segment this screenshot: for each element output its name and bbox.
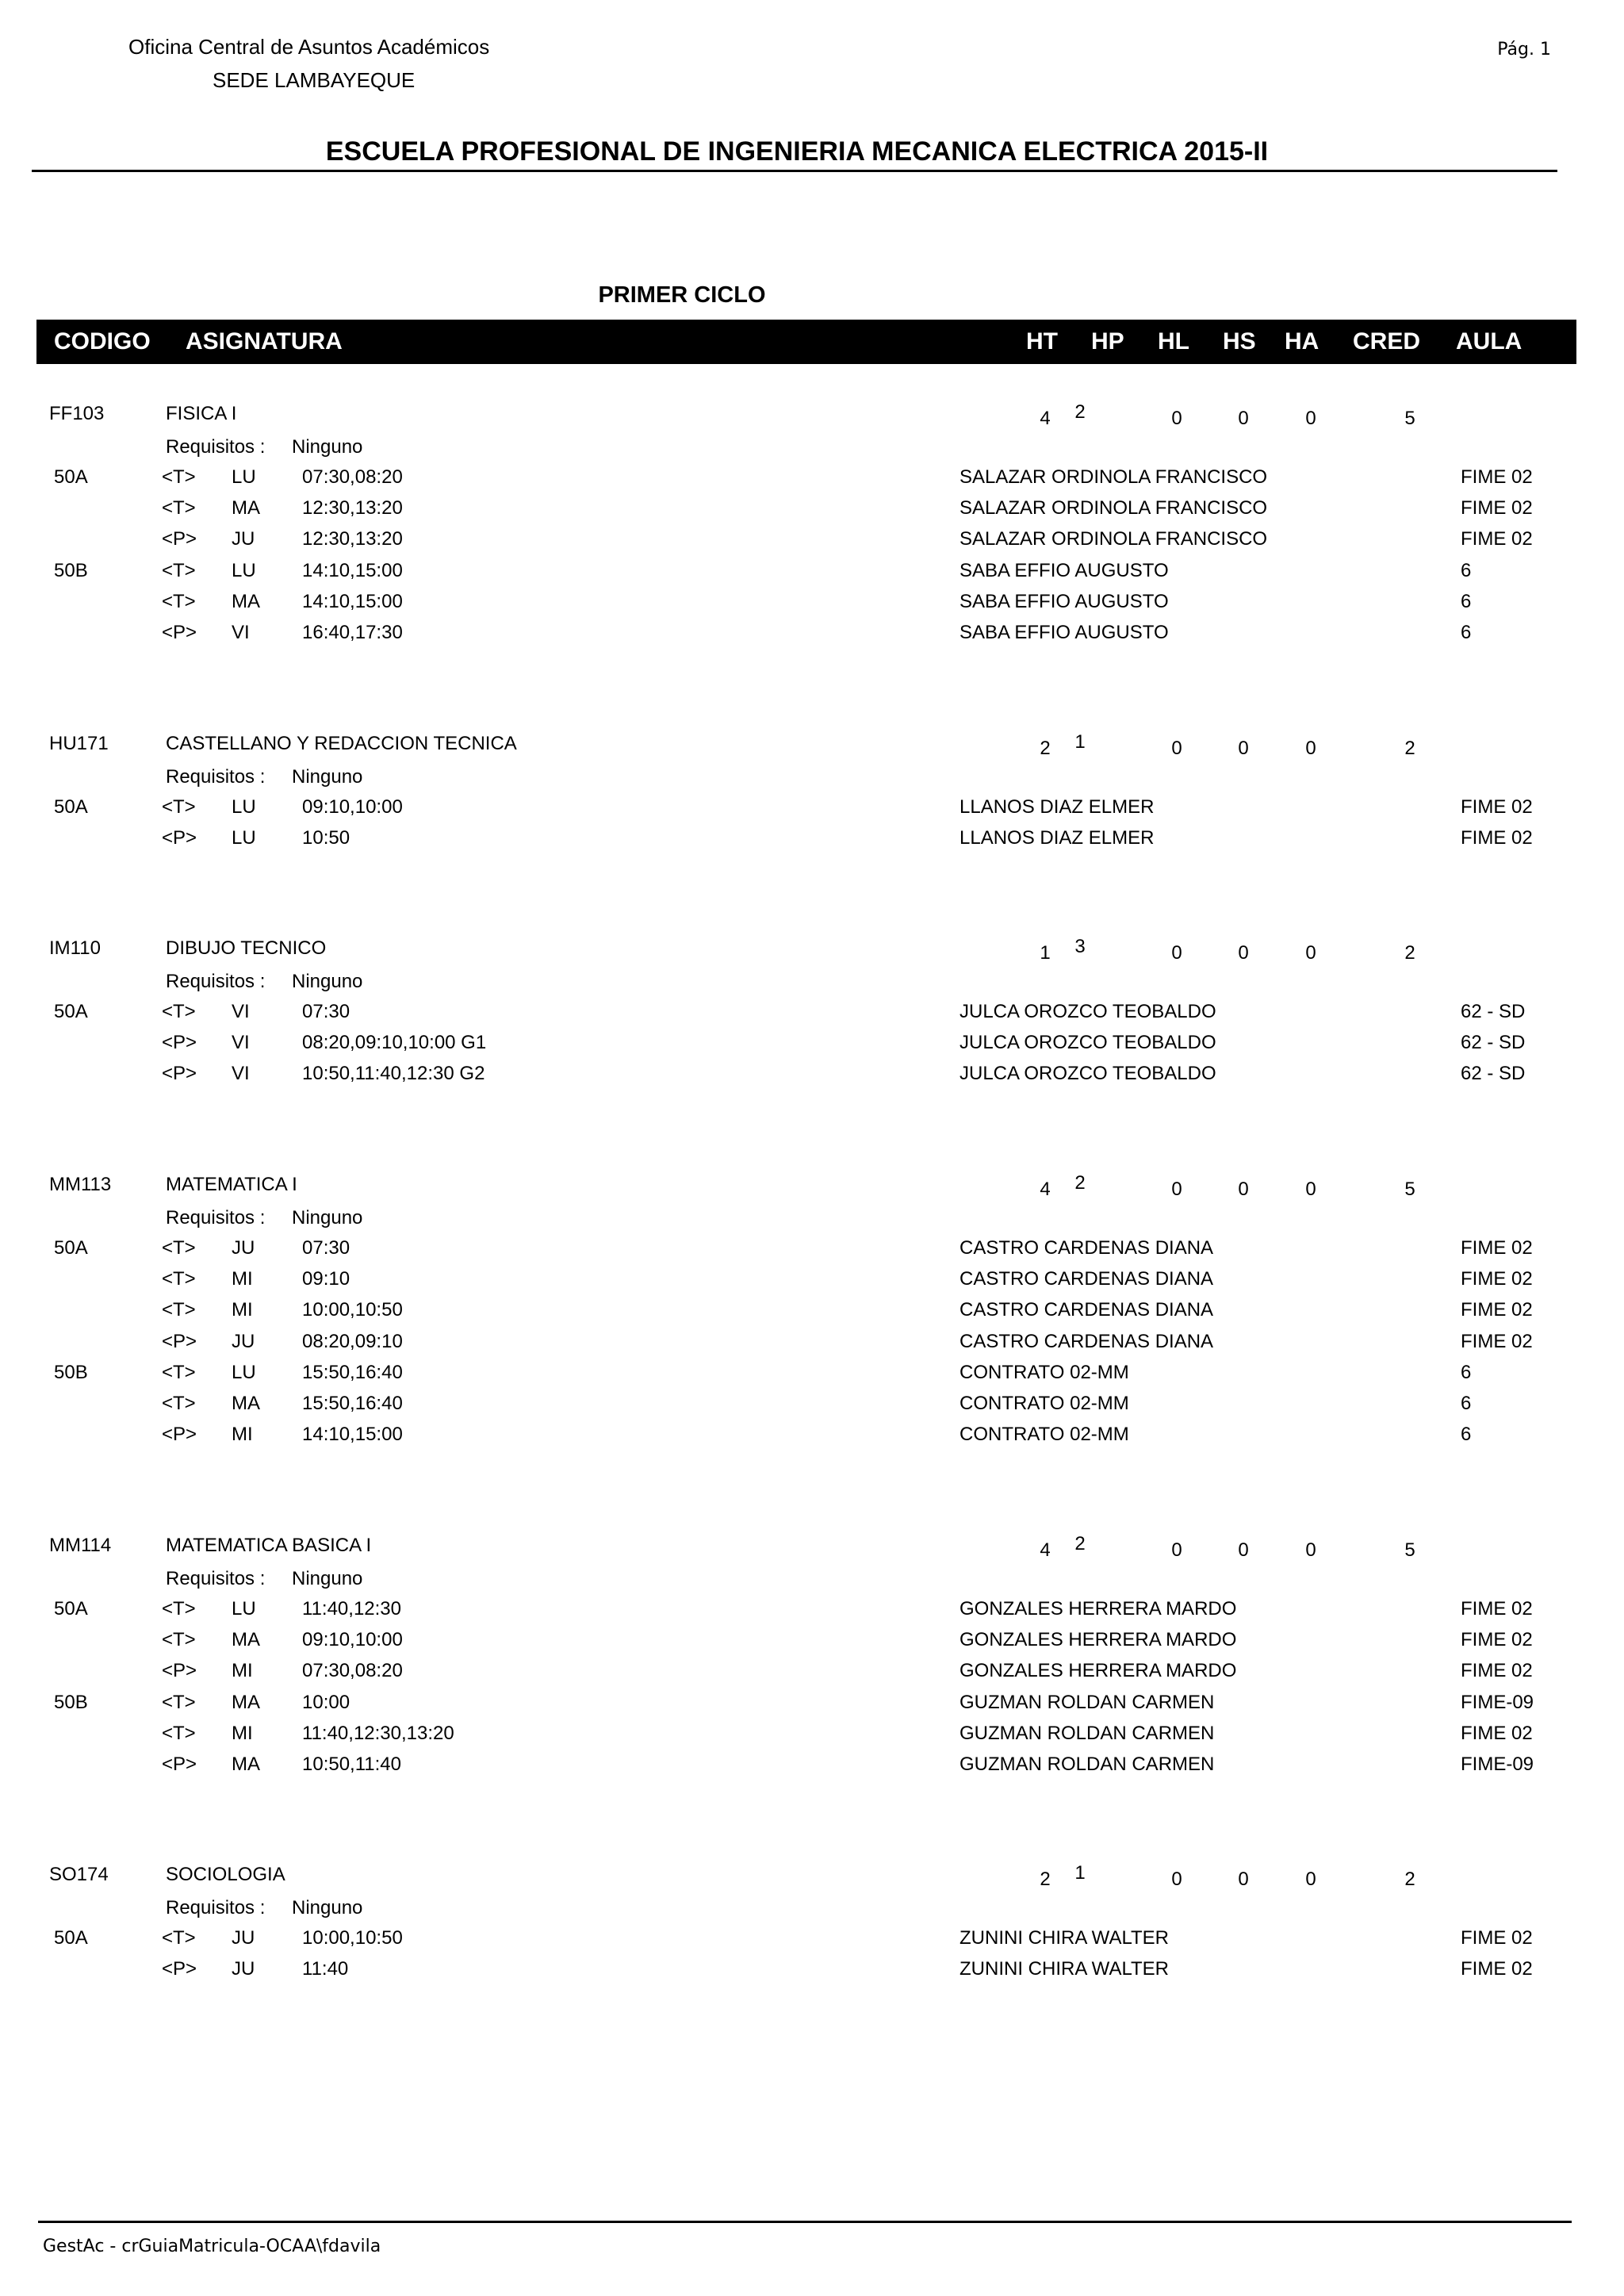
class-day: VI bbox=[232, 1063, 250, 1084]
class-day: MI bbox=[232, 1723, 253, 1744]
teacher-name: SABA EFFIO AUGUSTO bbox=[959, 622, 1169, 643]
section-code: 50A bbox=[54, 1001, 88, 1022]
course-code: IM110 bbox=[49, 937, 101, 959]
schedule-row bbox=[0, 796, 1624, 818]
class-time: 14:10,15:00 bbox=[302, 1424, 403, 1445]
class-type: <P> bbox=[162, 1958, 197, 1980]
table-header bbox=[36, 320, 1576, 364]
schedule-row bbox=[0, 1629, 1624, 1650]
schedule-row bbox=[0, 1032, 1624, 1053]
class-time: 11:40,12:30,13:20 bbox=[302, 1723, 454, 1744]
classroom: 6 bbox=[1461, 622, 1472, 643]
course-ht: 2 bbox=[1040, 1869, 1051, 1890]
class-day: MA bbox=[232, 1692, 260, 1713]
classroom: FIME 02 bbox=[1461, 1268, 1533, 1290]
classroom: FIME 02 bbox=[1461, 1299, 1533, 1320]
teacher-name: CASTRO CARDENAS DIANA bbox=[959, 1237, 1214, 1259]
course-block bbox=[0, 936, 1624, 1084]
course-ha: 0 bbox=[1305, 738, 1316, 759]
col-ht: HT bbox=[1026, 328, 1058, 355]
classroom: 6 bbox=[1461, 1424, 1472, 1445]
schedule-row bbox=[0, 528, 1624, 550]
course-hl: 0 bbox=[1171, 942, 1182, 964]
course-cred: 2 bbox=[1404, 942, 1415, 964]
title-rule bbox=[32, 170, 1557, 172]
page-number: Pág. 1 bbox=[1497, 40, 1551, 59]
class-day: LU bbox=[232, 827, 256, 849]
section-code: 50B bbox=[54, 1692, 88, 1713]
class-type: <T> bbox=[162, 591, 196, 612]
section-code: 50A bbox=[54, 1598, 88, 1619]
course-block bbox=[0, 401, 1624, 643]
class-day: JU bbox=[232, 528, 255, 550]
teacher-name: CONTRATO 02-MM bbox=[959, 1424, 1129, 1445]
schedule-row bbox=[0, 591, 1624, 612]
classroom: 6 bbox=[1461, 1393, 1472, 1414]
classroom: 6 bbox=[1461, 560, 1472, 581]
class-day: LU bbox=[232, 796, 256, 818]
course-hl: 0 bbox=[1171, 408, 1182, 429]
office-name: Oficina Central de Asuntos Académicos bbox=[128, 35, 490, 59]
requisitos-value: Ninguno bbox=[292, 1568, 363, 1589]
class-time: 12:30,13:20 bbox=[302, 528, 403, 550]
class-time: 07:30 bbox=[302, 1237, 350, 1259]
classroom: FIME 02 bbox=[1461, 497, 1533, 519]
class-type: <T> bbox=[162, 1927, 196, 1949]
requisitos-value: Ninguno bbox=[292, 1207, 363, 1228]
course-hp: 1 bbox=[1074, 1862, 1086, 1884]
class-type: <T> bbox=[162, 1362, 196, 1383]
classroom: FIME 02 bbox=[1461, 827, 1533, 849]
course-hp: 1 bbox=[1074, 731, 1086, 753]
class-type: <P> bbox=[162, 1424, 197, 1445]
schedule-row bbox=[0, 1362, 1624, 1383]
class-time: 09:10,10:00 bbox=[302, 796, 403, 818]
classroom: 62 - SD bbox=[1461, 1001, 1526, 1022]
requisitos-label: Requisitos : bbox=[166, 1897, 266, 1918]
course-ht: 4 bbox=[1040, 408, 1051, 429]
course-hs: 0 bbox=[1238, 1539, 1249, 1561]
page-title: ESCUELA PROFESIONAL DE INGENIERIA MECANICA ELECTRICA 2015-II bbox=[325, 136, 1269, 167]
course-hp: 2 bbox=[1074, 1533, 1086, 1554]
teacher-name: SALAZAR ORDINOLA FRANCISCO bbox=[959, 528, 1268, 550]
classroom: FIME 02 bbox=[1461, 1237, 1533, 1259]
col-asignatura: ASIGNATURA bbox=[186, 328, 343, 355]
class-type: <T> bbox=[162, 1268, 196, 1290]
class-time: 07:30 bbox=[302, 1001, 350, 1022]
schedule-row bbox=[0, 622, 1624, 643]
schedule-row bbox=[0, 1660, 1624, 1681]
schedule-row bbox=[0, 1299, 1624, 1320]
class-day: MI bbox=[232, 1660, 253, 1681]
teacher-name: CONTRATO 02-MM bbox=[959, 1362, 1129, 1383]
schedule-row bbox=[0, 1331, 1624, 1352]
class-type: <T> bbox=[162, 796, 196, 818]
section-code: 50A bbox=[54, 1237, 88, 1259]
course-cred: 2 bbox=[1404, 1869, 1415, 1890]
course-code: MM114 bbox=[49, 1535, 112, 1556]
classroom: 62 - SD bbox=[1461, 1063, 1526, 1084]
col-hp: HP bbox=[1091, 328, 1124, 355]
course-cred: 2 bbox=[1404, 738, 1415, 759]
class-time: 11:40,12:30 bbox=[302, 1598, 402, 1619]
teacher-name: SABA EFFIO AUGUSTO bbox=[959, 591, 1169, 612]
class-day: MA bbox=[232, 497, 260, 519]
course-cred: 5 bbox=[1404, 1179, 1415, 1200]
course-cred: 5 bbox=[1404, 1539, 1415, 1561]
teacher-name: GUZMAN ROLDAN CARMEN bbox=[959, 1754, 1215, 1775]
classroom: FIME 02 bbox=[1461, 466, 1533, 488]
class-day: MA bbox=[232, 1754, 260, 1775]
col-aula: AULA bbox=[1456, 328, 1522, 355]
schedule-row bbox=[0, 1063, 1624, 1084]
class-type: <T> bbox=[162, 560, 196, 581]
schedule-row bbox=[0, 1001, 1624, 1022]
course-ht: 4 bbox=[1040, 1539, 1051, 1561]
requisitos-value: Ninguno bbox=[292, 766, 363, 788]
requisitos-label: Requisitos : bbox=[166, 766, 266, 788]
course-name: CASTELLANO Y REDACCION TECNICA bbox=[166, 733, 517, 754]
class-day: JU bbox=[232, 1237, 255, 1259]
class-day: LU bbox=[232, 466, 256, 488]
schedule-row bbox=[0, 560, 1624, 581]
teacher-name: SALAZAR ORDINOLA FRANCISCO bbox=[959, 497, 1268, 519]
teacher-name: CASTRO CARDENAS DIANA bbox=[959, 1331, 1214, 1352]
course-block bbox=[0, 1172, 1624, 1445]
course-hs: 0 bbox=[1238, 1869, 1249, 1890]
teacher-name: GONZALES HERRERA MARDO bbox=[959, 1660, 1237, 1681]
course-hl: 0 bbox=[1171, 738, 1182, 759]
classroom: FIME 02 bbox=[1461, 1723, 1533, 1744]
course-ht: 4 bbox=[1040, 1179, 1051, 1200]
class-time: 08:20,09:10 bbox=[302, 1331, 403, 1352]
class-type: <T> bbox=[162, 1393, 196, 1414]
teacher-name: GONZALES HERRERA MARDO bbox=[959, 1629, 1237, 1650]
class-type: <T> bbox=[162, 1001, 196, 1022]
course-ha: 0 bbox=[1305, 1179, 1316, 1200]
class-time: 09:10,10:00 bbox=[302, 1629, 403, 1650]
course-name: MATEMATICA I bbox=[166, 1174, 297, 1195]
classroom: FIME 02 bbox=[1461, 1660, 1533, 1681]
course-code: FF103 bbox=[49, 403, 105, 424]
class-time: 07:30,08:20 bbox=[302, 466, 403, 488]
class-type: <T> bbox=[162, 1598, 196, 1619]
class-type: <P> bbox=[162, 1331, 197, 1352]
classroom: 6 bbox=[1461, 591, 1472, 612]
requisitos-label: Requisitos : bbox=[166, 1207, 266, 1228]
schedule-row bbox=[0, 1958, 1624, 1980]
schedule-row bbox=[0, 466, 1624, 488]
classroom: FIME-09 bbox=[1461, 1754, 1534, 1775]
class-time: 10:50,11:40,12:30 G2 bbox=[302, 1063, 485, 1084]
class-day: MA bbox=[232, 591, 260, 612]
course-ha: 0 bbox=[1305, 942, 1316, 964]
teacher-name: GONZALES HERRERA MARDO bbox=[959, 1598, 1237, 1619]
teacher-name: ZUNINI CHIRA WALTER bbox=[959, 1958, 1170, 1980]
class-time: 12:30,13:20 bbox=[302, 497, 403, 519]
class-time: 10:00,10:50 bbox=[302, 1927, 403, 1949]
course-ht: 2 bbox=[1040, 738, 1051, 759]
class-type: <T> bbox=[162, 1299, 196, 1320]
requisitos-label: Requisitos : bbox=[166, 436, 266, 458]
section-code: 50B bbox=[54, 560, 88, 581]
schedule-row bbox=[0, 1268, 1624, 1290]
section-code: 50A bbox=[54, 1927, 88, 1949]
course-ha: 0 bbox=[1305, 1539, 1316, 1561]
col-hs: HS bbox=[1223, 328, 1256, 355]
class-time: 08:20,09:10,10:00 G1 bbox=[302, 1032, 487, 1053]
classroom: FIME 02 bbox=[1461, 1598, 1533, 1619]
schedule-row bbox=[0, 1598, 1624, 1619]
teacher-name: JULCA OROZCO TEOBALDO bbox=[959, 1032, 1216, 1053]
class-type: <P> bbox=[162, 1063, 197, 1084]
class-type: <P> bbox=[162, 622, 197, 643]
course-hp: 2 bbox=[1074, 1172, 1086, 1194]
class-type: <P> bbox=[162, 1660, 197, 1681]
class-type: <P> bbox=[162, 827, 197, 849]
schedule-row bbox=[0, 827, 1624, 849]
classroom: FIME 02 bbox=[1461, 528, 1533, 550]
teacher-name: CASTRO CARDENAS DIANA bbox=[959, 1268, 1214, 1290]
class-day: LU bbox=[232, 1598, 256, 1619]
teacher-name: JULCA OROZCO TEOBALDO bbox=[959, 1063, 1216, 1084]
teacher-name: GUZMAN ROLDAN CARMEN bbox=[959, 1692, 1215, 1713]
class-time: 10:00,10:50 bbox=[302, 1299, 403, 1320]
class-time: 14:10,15:00 bbox=[302, 591, 403, 612]
teacher-name: CONTRATO 02-MM bbox=[959, 1393, 1129, 1414]
class-day: VI bbox=[232, 1032, 250, 1053]
class-day: MA bbox=[232, 1393, 260, 1414]
class-time: 09:10 bbox=[302, 1268, 350, 1290]
sede-name: SEDE LAMBAYEQUE bbox=[213, 68, 416, 92]
course-ht: 1 bbox=[1040, 942, 1051, 964]
course-block bbox=[0, 1862, 1624, 1980]
course-code: SO174 bbox=[49, 1864, 109, 1885]
course-name: FISICA I bbox=[166, 403, 237, 424]
course-hs: 0 bbox=[1238, 1179, 1249, 1200]
class-time: 07:30,08:20 bbox=[302, 1660, 403, 1681]
course-cred: 5 bbox=[1404, 408, 1415, 429]
class-day: MI bbox=[232, 1299, 253, 1320]
class-day: MI bbox=[232, 1424, 253, 1445]
class-type: <T> bbox=[162, 1237, 196, 1259]
requisitos-value: Ninguno bbox=[292, 971, 363, 992]
class-day: MI bbox=[232, 1268, 253, 1290]
class-type: <P> bbox=[162, 1032, 197, 1053]
course-hs: 0 bbox=[1238, 738, 1249, 759]
teacher-name: SABA EFFIO AUGUSTO bbox=[959, 560, 1169, 581]
classroom: FIME-09 bbox=[1461, 1692, 1534, 1713]
class-type: <T> bbox=[162, 1723, 196, 1744]
class-day: LU bbox=[232, 1362, 256, 1383]
course-hl: 0 bbox=[1171, 1179, 1182, 1200]
class-type: <T> bbox=[162, 1692, 196, 1713]
class-type: <T> bbox=[162, 497, 196, 519]
course-code: MM113 bbox=[49, 1174, 112, 1195]
class-time: 11:40 bbox=[302, 1958, 349, 1980]
class-type: <P> bbox=[162, 1754, 197, 1775]
course-name: MATEMATICA BASICA I bbox=[166, 1535, 372, 1556]
class-type: <P> bbox=[162, 528, 197, 550]
cycle-heading: PRIMER CICLO bbox=[598, 282, 766, 308]
course-hp: 3 bbox=[1074, 936, 1086, 957]
course-hp: 2 bbox=[1074, 401, 1086, 423]
class-day: MA bbox=[232, 1629, 260, 1650]
classroom: FIME 02 bbox=[1461, 796, 1533, 818]
teacher-name: SALAZAR ORDINOLA FRANCISCO bbox=[959, 466, 1268, 488]
teacher-name: JULCA OROZCO TEOBALDO bbox=[959, 1001, 1216, 1022]
col-codigo: CODIGO bbox=[54, 328, 151, 355]
classroom: FIME 02 bbox=[1461, 1958, 1533, 1980]
requisitos-value: Ninguno bbox=[292, 436, 363, 458]
teacher-name: CASTRO CARDENAS DIANA bbox=[959, 1299, 1214, 1320]
class-type: <T> bbox=[162, 1629, 196, 1650]
requisitos-value: Ninguno bbox=[292, 1897, 363, 1918]
schedule-row bbox=[0, 497, 1624, 519]
course-ha: 0 bbox=[1305, 1869, 1316, 1890]
class-time: 15:50,16:40 bbox=[302, 1362, 403, 1383]
classroom: FIME 02 bbox=[1461, 1331, 1533, 1352]
class-time: 10:50 bbox=[302, 827, 350, 849]
class-day: VI bbox=[232, 622, 250, 643]
teacher-name: LLANOS DIAZ ELMER bbox=[959, 796, 1155, 818]
teacher-name: LLANOS DIAZ ELMER bbox=[959, 827, 1155, 849]
class-day: JU bbox=[232, 1958, 255, 1980]
course-hl: 0 bbox=[1171, 1869, 1182, 1890]
col-cred: CRED bbox=[1353, 328, 1421, 355]
requisitos-label: Requisitos : bbox=[166, 971, 266, 992]
course-name: DIBUJO TECNICO bbox=[166, 937, 327, 959]
class-day: JU bbox=[232, 1331, 255, 1352]
classroom: FIME 02 bbox=[1461, 1927, 1533, 1949]
schedule-row bbox=[0, 1237, 1624, 1259]
course-block bbox=[0, 731, 1624, 849]
course-code: HU171 bbox=[49, 733, 109, 754]
classroom: 6 bbox=[1461, 1362, 1472, 1383]
section-code: 50A bbox=[54, 466, 88, 488]
course-hs: 0 bbox=[1238, 942, 1249, 964]
teacher-name: GUZMAN ROLDAN CARMEN bbox=[959, 1723, 1215, 1744]
course-name: SOCIOLOGIA bbox=[166, 1864, 285, 1885]
class-time: 14:10,15:00 bbox=[302, 560, 403, 581]
course-hs: 0 bbox=[1238, 408, 1249, 429]
classroom: FIME 02 bbox=[1461, 1629, 1533, 1650]
section-code: 50B bbox=[54, 1362, 88, 1383]
class-time: 10:00 bbox=[302, 1692, 350, 1713]
class-time: 16:40,17:30 bbox=[302, 622, 403, 643]
class-time: 10:50,11:40 bbox=[302, 1754, 402, 1775]
class-type: <T> bbox=[162, 466, 196, 488]
class-day: LU bbox=[232, 560, 256, 581]
course-ha: 0 bbox=[1305, 408, 1316, 429]
col-ha: HA bbox=[1285, 328, 1320, 355]
class-day: VI bbox=[232, 1001, 250, 1022]
requisitos-label: Requisitos : bbox=[166, 1568, 266, 1589]
teacher-name: ZUNINI CHIRA WALTER bbox=[959, 1927, 1170, 1949]
classroom: 62 - SD bbox=[1461, 1032, 1526, 1053]
course-hl: 0 bbox=[1171, 1539, 1182, 1561]
footer-rule bbox=[38, 2221, 1572, 2223]
col-hl: HL bbox=[1158, 328, 1189, 355]
schedule-row bbox=[0, 1927, 1624, 1949]
class-time: 15:50,16:40 bbox=[302, 1393, 403, 1414]
section-code: 50A bbox=[54, 796, 88, 818]
class-day: JU bbox=[232, 1927, 255, 1949]
footer-text: GestAc - crGuiaMatricula-OCAA\fdavila bbox=[43, 2237, 381, 2256]
